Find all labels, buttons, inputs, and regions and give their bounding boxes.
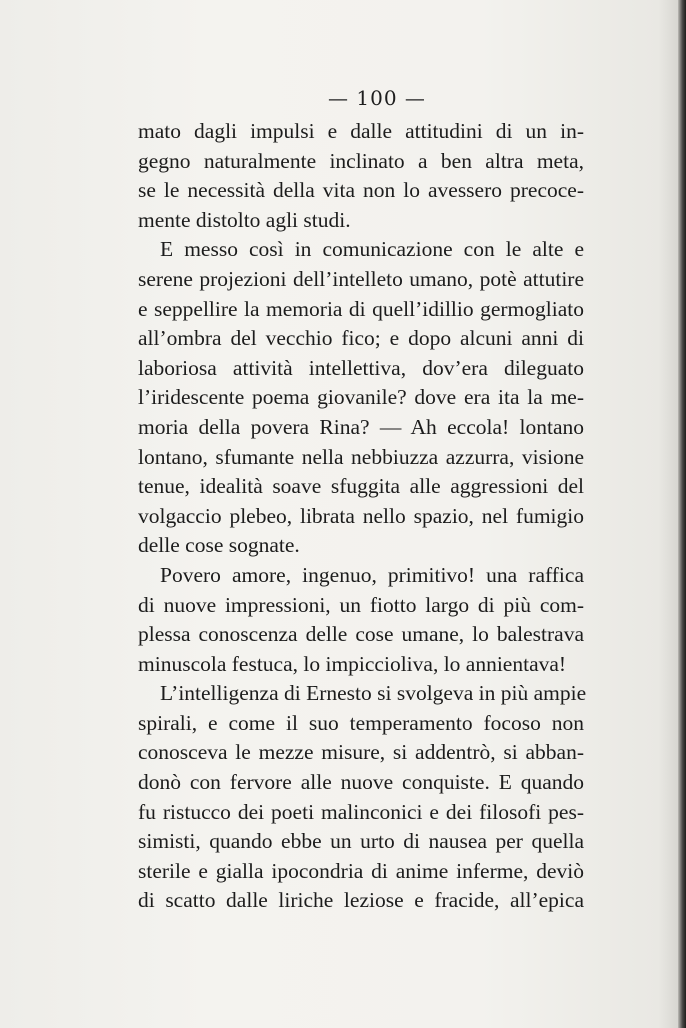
text-line: plessa conoscenza delle cose umane, lo balestrava [138, 622, 584, 647]
text-line: serene projezioni dell’intelleto umano, potè attutire [138, 266, 584, 291]
text-line: lontano, sfumante nella nebbiuzza azzurra, visione [138, 444, 584, 469]
text-line: mente distolto agli studi. [138, 207, 351, 232]
text-line: minuscola festuca, lo impiccioliva, lo annientava! [138, 651, 567, 676]
text-line: gegno naturalmente inclinato a ben altra meta, [138, 148, 584, 173]
text-line: volgaccio plebeo, librata nello spazio, nel fumigio [138, 503, 584, 528]
paragraph-2 [138, 235, 584, 561]
text-line: simisti, quando ebbe un urto di nausea per quella [138, 829, 584, 854]
text-line: moria della povera Rina? — Ah eccola! lontano [138, 414, 584, 439]
text-line: di scatto dalle liriche leziose e fracide, all’epica [138, 888, 584, 913]
text-line: spirali, e come il suo temperamento focoso non [138, 710, 584, 735]
text-line: Povero amore, ingenuo, primitivo! una raffica [160, 562, 584, 587]
text-line: L’intelligenza di Ernesto si svolgeva in più ampie [160, 681, 587, 706]
page-edge-shadow [678, 0, 686, 1028]
paragraph-4 [138, 679, 587, 916]
text-line: conosceva le mezze misure, si addentrò, si abban- [138, 740, 584, 765]
paragraph-1 [138, 117, 584, 235]
text-line: sterile e gialla ipocondria di anime inferme, deviò [138, 858, 584, 883]
text-line: fu ristucco dei poeti malinconici e dei filosofi pes- [138, 799, 584, 824]
paragraph-3 [138, 561, 584, 679]
text-line: all’ombra del vecchio fico; e dopo alcuni anni di [138, 326, 584, 351]
text-line: di nuove impressioni, un fiotto largo di più com- [138, 592, 584, 617]
page-number: — 100 — [328, 86, 426, 110]
text-line: mato dagli impulsi e dalle attitudini di un in- [138, 119, 584, 143]
text-line: delle cose sognate. [138, 533, 300, 558]
body-text [138, 117, 587, 916]
text-line: laboriosa attività intellettiva, dov’era dileguato [138, 355, 584, 380]
text-line: e seppellire la memoria di quell’idillio germogliato [138, 296, 584, 321]
text-line: se le necessità della vita non lo avessero precoce- [138, 178, 584, 203]
text-line: E messo così in comunicazione con le alte e [160, 237, 584, 262]
text-line: tenue, idealità soave sfuggita alle aggressioni del [138, 474, 584, 499]
text-line: l’iridescente poema giovanile? dove era ita la me- [138, 385, 584, 410]
text-line: donò con fervore alle nuove conquiste. E quando [138, 770, 584, 795]
